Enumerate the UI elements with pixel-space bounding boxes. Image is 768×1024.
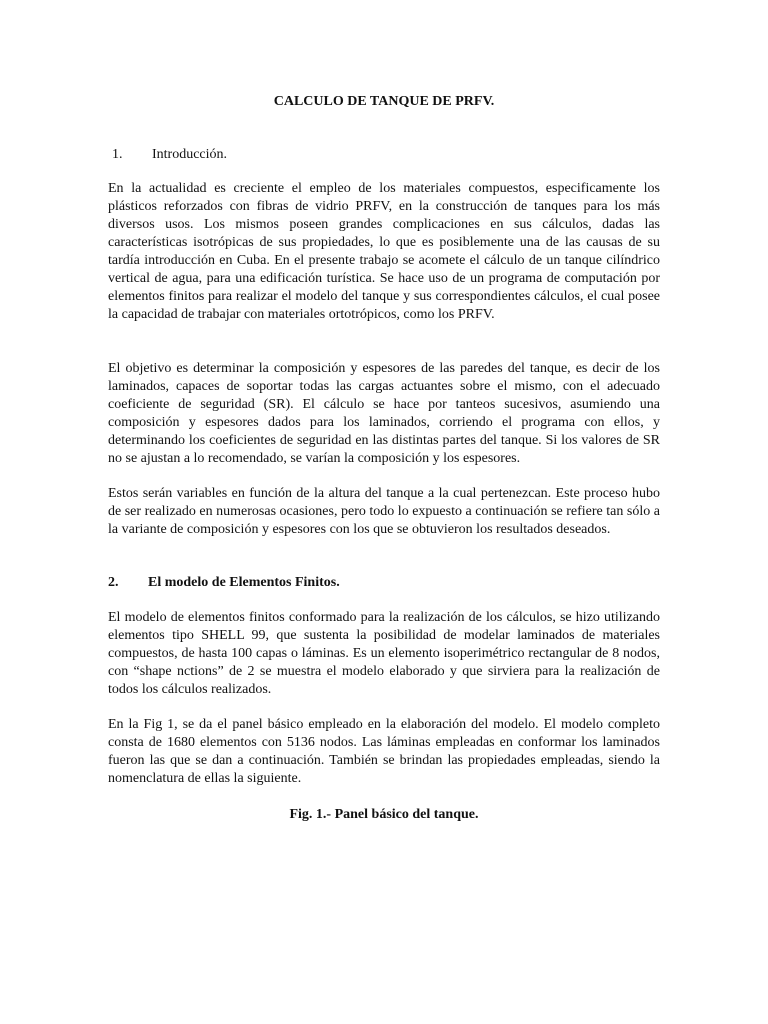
- paragraph: Estos serán variables en función de la altura del tanque a la cual pertenezcan. Este proceso hubo de ser realizado en numerosas ocasiones, pero todo lo expuesto a continuación se refiere tan sólo a la variante de composición y espesores con los que se obtuvieron los resultados deseados.: [108, 486, 660, 537]
- paragraph: En la actualidad es creciente el empleo de los materiales compuestos, especificamente los plásticos reforzados con fibras de vidrio PRFV, en la construcción de tanques para los más diversos usos. Los mismos poseen grandes complicaciones en sus cálculos, dadas las características isotrópicas de sus propiedades, lo que es posiblemente una de las causas de su tardía introducción en Cuba. En el presente trabajo se acomete el cálculo de un tanque cilíndrico vertical de agua, para una edificación turística. Se hace uso de un programa de computación por elementos finitos para realizar el modelo del tanque y sus correspondientes cálculos, el cual posee la capacidad de trabajar con materiales ortotrópicos, como los PRFV.: [108, 181, 660, 322]
- section-heading-introduccion: [108, 146, 660, 164]
- paragraph: El modelo de elementos finitos conformado para la realización de los cálculos, se hizo utilizando elementos tipo SHELL 99, que sustenta la posibilidad de modelar laminados de materiales compuestos, de hasta 100 capas o láminas. Es un elemento isoperimétrico rectangular de 8 nodos, con “shape nctions” de 2 se muestra el modelo elaborado y que sirviera para la realización de todos los cálculos realizados.: [108, 610, 660, 697]
- section-number: 1.: [112, 147, 123, 162]
- section-title: Introducción.: [152, 147, 228, 162]
- section-heading-modelo: [108, 574, 660, 592]
- figure-caption: Fig. 1.- Panel básico del tanque.: [289, 807, 479, 822]
- document-title: CALCULO DE TANQUE DE PRFV.: [273, 94, 495, 109]
- paragraph: El objetivo es determinar la composición y espesores de las paredes del tanque, es decir de los laminados, capaces de soportar todas las cargas actuantes sobre el mismo, con el adecuado coeficiente de seguridad (SR). El cálculo se hace por tanteos sucesivos, asumiendo una composición y espesores dados para los laminados, corriendo el programa con ellos, y determinando los coeficientes de seguridad en las distintas partes del tanque. Si los valores de SR no se ajustan a lo recomendado, se varían la composición y los espesores.: [108, 361, 660, 466]
- paragraph: En la Fig 1, se da el panel básico empleado en la elaboración del modelo. El modelo completo consta de 1680 elementos con 5136 nodos. Las láminas empleadas en conformar los laminados fueron las que se dan a continuación. También se brindan las propiedades empleadas, siendo la nomenclatura de ellas la siguiente.: [108, 717, 660, 786]
- section-number: 2.: [108, 575, 119, 590]
- section-title: El modelo de Elementos Finitos.: [148, 575, 340, 590]
